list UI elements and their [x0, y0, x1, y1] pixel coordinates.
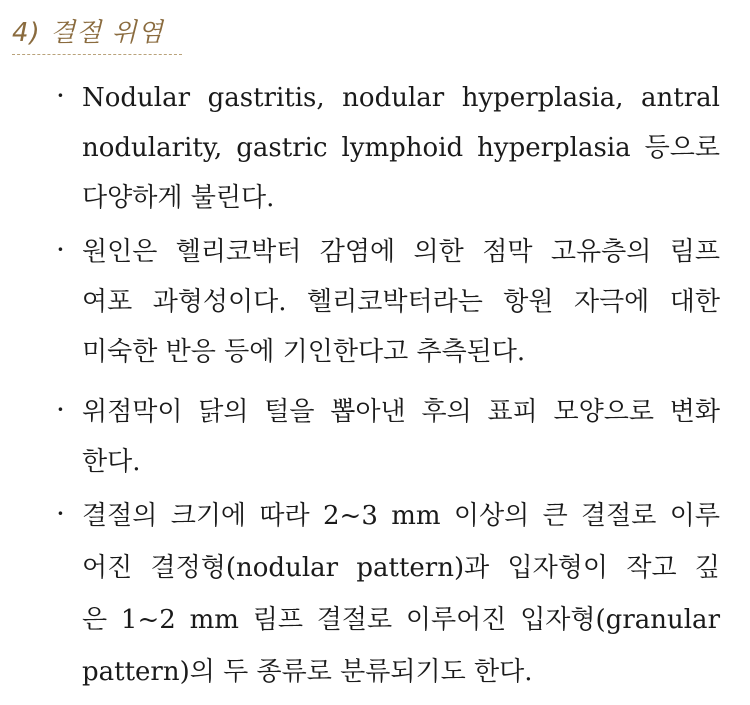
bullet-marker: ·: [56, 393, 65, 426]
bullet-marker: ·: [56, 497, 65, 530]
bullet-marker: ·: [56, 233, 65, 266]
bullet-2-line-2: 여포 과형성이다. 헬리코박터라는 항원 자극에 대한: [82, 287, 720, 317]
section-heading-text: 4) 결절 위염: [12, 18, 164, 48]
bullet-4-line-3: 은 1~2 mm 림프 결절로 이루어진 입자형(granular: [82, 605, 720, 635]
bullet-2-line-1: 원인은 헬리코박터 감염에 의한 점막 고유층의 림프: [82, 237, 720, 267]
bullet-1-line-1: Nodular gastritis, nodular hyperplasia, antral: [82, 83, 720, 113]
bullet-marker: ·: [56, 79, 65, 112]
bullet-3-line-1: 위점막이 닭의 털을 뽑아낸 후의 표피 모양으로 변화: [82, 397, 720, 427]
bullet-2-line-3: 미숙한 반응 등에 기인한다고 추측된다.: [82, 337, 526, 367]
bullet-3-line-2: 한다.: [82, 447, 141, 477]
bullet-4-line-1: 결절의 크기에 따라 2~3 mm 이상의 큰 결절로 이루: [82, 501, 720, 531]
bullet-1-line-3: 다양하게 불린다.: [82, 183, 275, 213]
bullet-1-line-2: nodularity, gastric lymphoid hyperplasia 등으로: [82, 133, 720, 163]
bullet-4-line-2: 어진 결정형(nodular pattern)과 입자형이 작고 깊: [82, 553, 720, 583]
bullet-4-line-4: pattern)의 두 종류로 분류되기도 한다.: [82, 657, 533, 687]
